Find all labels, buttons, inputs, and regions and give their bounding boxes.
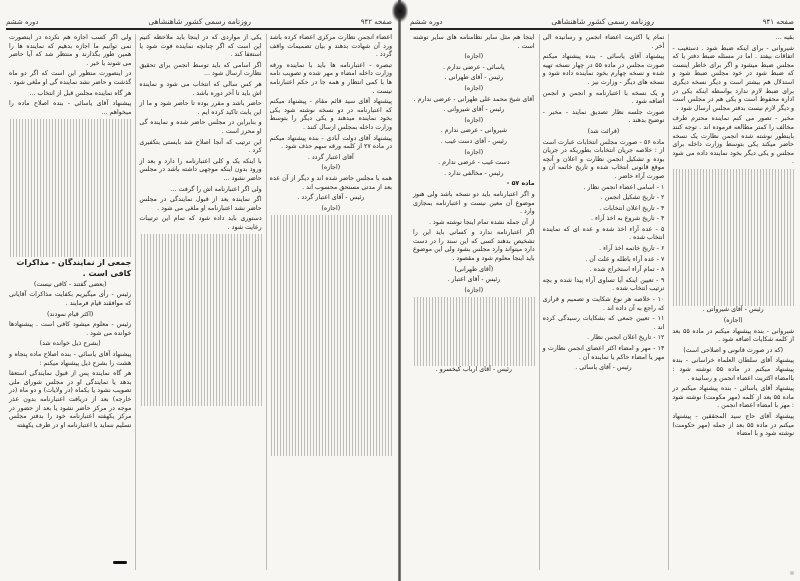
paragraph: بقیه ... [775,34,794,41]
parenthetical: (که در صورت قانونی و اصلاحی است) [683,346,784,354]
paragraph: پیشنهاد آقای دولت آبادی - بنده پیشنهاد میکنم در ماده ۲۷ از کلمه ورقه سهم حذف شود . [269,134,392,151]
gazette-title: روزنامه رسمی کشور شاهنشاهی [148,17,251,26]
right-page [400,0,800,581]
speaker-line: رئیس - آقای یاسائی . [575,364,632,372]
paragraph: اعضاء انجمن نظارت مرکزی اعضاء کرده باشد ورد آن شهادت بدهند و بیان تصمیمات واقف گردد . [269,34,392,59]
interjection: (بعضی گفتند - کافی نیست) [33,280,107,288]
paragraph: با اینکه یک و کلی اعتبارنامه را دارد و بعد از ورود بدون اینکه موجهی داشته باشد در مجلس حاضر نشود ... [139,157,262,182]
list-item: ۱ - اسامی اعضاء انجمن نظار . [583,183,665,191]
paragraph: تبصره - اعتبارنامه ها باید با نماینده ورقه وزارت داخله امضاء و مهر شده و تصویب نامه ها با کمی انتظار و همه جا در حکم اعتبارنامه نیست . [269,61,392,95]
permission-note: (اجازه) [723,317,743,324]
paragraph: هر گاه نماینده مجلس قبل از انتخاب ... [29,89,132,97]
edition-label: دوره ششم [6,18,39,26]
paragraph: از آن جمله نشده تمام اینجا نوشته شود . [429,218,535,226]
paragraph: هر کس سالی که انتخاب می شود و نماینده اش باید تا آخر دوره باشد . [139,80,262,97]
paragraph: این ترتیب که آنجا اصلاح شد بایستی بتکفیری کرد . [139,138,262,155]
binding-gutter [398,0,401,581]
article-number: ماده ۵۷ - [506,180,535,188]
paragraph: اگر نماینده بعد از قبول نمایندگی در مجلس حاضر نشد اعتبارنامه او ملغی می شود . [139,196,262,212]
vote-note: (اکثر قیام نمودند) [47,310,94,318]
list-item: ۴ - تاریخ شروع به اخذ آراء . [590,215,665,223]
paragraph: اینجا هم مثل سایر نظامنامه های سایر نوشته است . [412,34,535,50]
page-number: صفحه ۹۴۱ [762,18,794,26]
list-item: ۱۰ - خلاصه هر نوع شکایت و تصمیم و قراری که راجع به آن داده اند . [542,296,665,312]
reading-note: (بشرح ذیل خوانده شد) [39,340,101,348]
speaker-line: رئیس - آقای طهرانی . [444,74,504,82]
parenthetical: (آقای طهرانی) [454,265,494,273]
speaker-line: آقای شیخ محمد علی طهرانی - عرضی ندارم . [413,95,534,103]
speaker-line: رئیس - آقای شیروانی . [702,306,764,314]
page-number: صفحه ۹۴۲ [360,18,392,26]
speaker-line: رئیس - آقای ارباب کیخسرو . [435,366,512,374]
list-item: ۱۲ - تاریخ اعلان انجمن نظار . [586,334,665,342]
scan-speckle [790,571,794,575]
text-column-2 [135,34,261,570]
header-rule [6,28,392,30]
permission-note: (اجازه) [464,148,484,156]
paragraph: تمام یا اکثریت اعضاء انجمن و رسانیده الی آخر . [542,34,665,50]
page-header [410,12,794,26]
list-item: ۳ - تاریخ اعلان انتخابات . [599,204,665,212]
paragraph: رئیس - معلوم میشود کافی است . پیشنهادها خوانده می شود . [9,321,132,337]
paragraph: اگر اسامی که باید توسط انجمن برای تحقیق نظارت ارسال شود ... [139,61,262,78]
list-item: ۱۳ - مهر و امضاء اکثر اعضای انجمن نظارت و مهر یا امضاء حاکم یا نماینده آن . [542,345,665,361]
text-column-1 [266,34,392,570]
list-item: ۱۱ - تعیین جمعی که بشکایات رسیدگی کرده اند . [542,315,665,331]
paragraph: صورت جلسه نظار تصدیق نمایند - مخبر - توضیح بدهند . [542,108,665,125]
permission-note: (اجازه) [321,164,341,172]
permission-note: (اجازه) [464,84,484,92]
paragraph: یکی از مواردی که در اینجا باید ملاحظه کنیم این است که اگر چنانچه نماینده فوت شود یا استعفا کند . [139,34,262,59]
edition-label: دوره ششم [410,18,443,26]
paragraph: اگر اعتبارنامه ندارد و کسانی باید این را تشخیص بدهند کسی که این سند را در دست دارد میتواند وارد مجلس بشود ولی این موضوع باید اینجا معلوم شود و مقصود . [412,229,535,263]
article-text: ماده ۵۶ - صورت مجلس انتخابات عبارت است از : خلاصه جریان انتخابات بطوریکه در جریان بوده و تشکیل انجمن نظارت و اعلان و آنچه موقع قانونی انتخاب شده و تاریخ خاتمه آن و صورت آراء حاضر . [542,138,665,180]
text-columns [410,34,794,570]
paragraph: پیشنهاد آقای سلطان العلماء خراسانی - بنده پیشنهاد میکنم در ماده ۵۵ نوشته شود : باامضاء اکثریت اعضاء انجمن و رسانیده . [672,357,794,382]
paragraph: دستوری باید داده شود که تمام این ترتیبات رعایت شود . [139,215,262,231]
paragraph: و بنابراین در مجلس حاضر شده و نماینده گی او محرز است . [139,119,262,135]
list-item: ۲ - تاریخ تشکیل انجمن . [600,194,665,202]
paragraph: پیشنهاد آقای یاسائی - بنده اصلاح ماده پنجاه و هشت را بشرح ذیل پیشنهاد میکنم : [9,351,132,367]
speaker-line: رئیس - آقای اعتبار . [447,276,501,284]
speaker-line: آقای اعتبار گردد . [307,153,354,161]
paragraph: پیشنهاد آقای یاسائی - بنده اصلاح ماده را میخواهم ... [9,100,132,116]
speaker-line: رئیس - آقای اعتبار گردد . [297,194,365,202]
binding-ink-blot [392,0,408,22]
paragraph: ولی اگر اعتبارنامه اش را گرفت ... [170,185,262,193]
paragraph: شیروانی - بنده پیشنهاد میکنم در ماده ۵۵ بعد از کلمه شکایات اضافه شود . [672,327,794,344]
paragraph: پیشنهاد آقای حاج سید المحققین - پیشنهاد میکنم در ماده ۵۵ بعد از جمله (مهر حکومت) نوشته شود و با امضاء [672,412,794,438]
text-column-2 [539,34,665,570]
reading-note: (قرائت شد) [587,127,620,135]
speaker-line: دست غیب - عرضی ندارم . [438,159,510,167]
speaker-line: شیروانی - عرضی ندارم . [440,127,507,135]
paragraph: همه با مجلس حاضر شده اند و دیگر از آن عده بعد از مدتی مستحق محسوب اند . [269,174,392,191]
text-column-3 [410,34,535,570]
paragraph: پیشنهاد آقای سید قائم مقام - پیشنهاد میکنم که اعتبارنامه در دو نسخه نوشته شود یکی بخود نماینده میدهند و یکی دیگر را بتوسط وزارت داخله بمجلس ارسال کنند . [269,98,392,131]
paragraph: حاضر باشد و مقرر بوده تا حاضر شود و ما از این بابت تاکید کرده ایم . [139,100,262,116]
permission-note: (اجازه) [321,204,341,212]
text-column-1 [668,34,794,570]
paragraph: شیروانی - برای اینکه ضبط شود . دستغیب - اتفاقات بیفتد . اما در مسئله ضبط دفتر یا که مجلس ضبط میشود و اگر برای خاطر اینست که ضبط شود در خود مجلس ضبط شود و استدلال هم بیشتر است و دیگر نسخه دیگری برای ضبط لازم ندارد بواسطه اینکه یکی در اداره محفوظ است و یکی هم در مجلس است و دیگر لازم نیست بدفتر مجلس ارسال شود . [672,44,794,112]
permission-note: (اجازه) [464,116,484,124]
paragraph: و یک نسخه با اعتبارنامه و انجمن و انجمن اضافه شود . [542,89,665,106]
paragraph: و اگر اعتبارنامه باید دو نسخه باشد ولی هنوز موضوع آن معین نیست و اعتبارنامه بمجازی وارد . [412,190,535,216]
permission-note: (اجازه) [464,53,484,61]
text-column-3 [6,34,131,570]
list-item: ۷ - عده آراء باطله و علت آن . [585,255,665,263]
ink-smudge [113,561,127,564]
list-item: ۶ - تاریخ خاتمه اخذ آراء . [599,245,665,253]
list-item: ۸ - تمام آراء استخراج شده . [589,266,665,274]
paragraph: پیشنهاد آقای یاسائی - بنده پیشنهاد میکنم در ماده ۵۵ بعد از کلمه (مهر مکومت) نوشته شود : مهر با امضاء اعضاء انجمن . [672,385,794,410]
header-rule [410,28,794,30]
paragraph: مخبر - تصور می کنم نماینده محترم طرف مخالف را کمتر مطالعه فرموده اند . توجه کنند باینطور نوشته شده انجمن نظارت یک نسخه حاضر میکند یکی بتوسط وزارت داخله برای مجلس و یکی دیگر بخود نماینده داده می شود . [672,115,794,166]
paragraph: هر گاه نماینده پس از قبول نمایندگی استعفا بدهد یا نمایندگی او در مجلس شورای ملی تصویب نشود یا یکماه (در ولایات) و دو ماه (در خارجه) بعد از دریافت اعتبارنامه بدون عذر موجه در مرکز حاضر نشود یا بعد از حضور در مرکز یکهفته اعتبارنامه خود را بدفتر مجلس تسلیم ننماید با اعتبارنامه او در ظرف یکهفته [9,370,132,429]
paragraph: در اینصورت منظور این است که اگر دو ماه گذشت و حاضر نشد نماینده گی او ملغی شود . [9,70,132,86]
permission-note: (اجازه) [464,286,484,294]
paragraph: پیشنهاد آقای یاسائی - بنده پیشنهاد میکنم صورت مجلس در ماده ۵۵ در چهار نسخه تهیه شده و نسخه چهارم بخود نماینده داده شود و نسخه های دیگر - وزارت نیز . [542,53,665,86]
gazette-title: روزنامه رسمی کشور شاهنشاهی [551,17,654,26]
section-heading: جمعی از نمایندگان - مذاکرات کافی است . [16,257,132,278]
paragraph: ولی اگر کسب اجازه هم نکرده در اینصورت نمی توانیم ما اجازه بدهیم که نماینده ها را همین طور بگذارند و منتظر شد که آیا حاضر می شوند یا خیر . [9,34,132,67]
speaker-line: یاسائی - عرضی ندارم . [442,63,505,71]
list-item: ۹ - تعیین اینکه آیا تساوی آراء پیدا شده و بچه ترتیب انتخاب شده . [542,276,665,293]
speaker-line: رئیس - آقای دست غیب . [440,137,507,145]
text-columns [6,34,392,570]
speaker-line: رئیس - آقای شیروانی . [443,106,505,114]
list-item: ۵ - عده آراء اخذ شده و عده ای که نماینده انتخاب شده . [542,225,665,242]
speaker-line: رئیس - مخالفی ندارد . [444,169,504,177]
page-header [6,12,392,26]
paragraph: رئیس - رأی میگیریم بکفایت مذاکرات آقایانی که موافقند قیام فرمایند . [9,291,132,308]
